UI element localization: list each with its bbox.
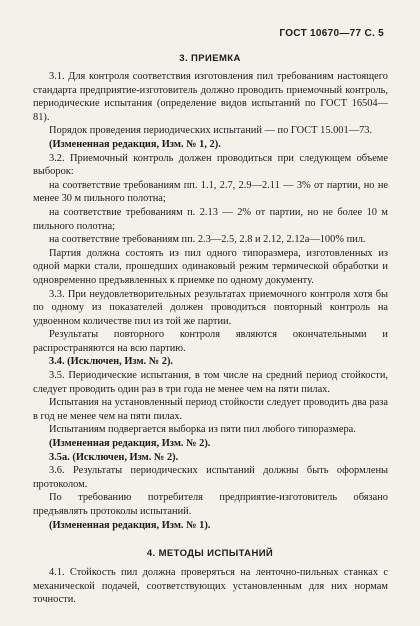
paragraph-4-1: 4.1. Стойкость пил должна проверяться на ленточно-пильных станках с механической подачей, соответствующих установленным для них нормам точности. [33, 567, 388, 606]
paragraph-3-1: 3.1. Для контроля соответствия изготовления пил требованиям настоящего стандарта предприятие-изготовитель должно проводить приемочный контроль, периодические испытания (определение видов испытаний по ГОСТ 16504—81). [33, 71, 388, 123]
paragraph-3-5a: 3.5а. (Исключен, Изм. № 2). [49, 451, 179, 463]
paragraph-3-3: 3.3. При неудовлетворительных результатах приемочного контроля хотя бы по одному из показателей должен проводиться повторный контроль на удвоенном количестве пил из той же партии. [33, 288, 388, 327]
paragraph-3-1-order: Порядок проведения периодических испытаний — по ГОСТ 15.001—73. [49, 125, 373, 137]
paragraph-3-6-protocols: По требованию потребителя предприятие-изготовитель обязано предъявлять протоколы испытаний. [33, 492, 388, 517]
paragraph-3-2: 3.2. Приемочный контроль должен проводиться при следующем объеме выборок: [33, 152, 388, 178]
paragraph-3-3-results: Результаты повторного контроля являются окончательными и распространяются на всю партию. [33, 329, 388, 354]
paragraph-3-4: 3.4. (Исключен, Изм. № 2). [49, 356, 174, 368]
list-item: на соответствие требованиям пп. 1.1, 2.7, 2.9—2.11 — 3% от партии, но не менее 30 м пильного полотна; [33, 179, 388, 205]
list-item: на соответствие требованиям п. 2.13 — 2% от партии, но не более 10 м пильного полотна; [33, 206, 388, 232]
section-4-title: 4. МЕТОДЫ ИСПЫТАНИЙ [146, 548, 274, 559]
amendment-note: (Измененная редакция, Изм. № 1, 2). [49, 138, 221, 150]
paragraph-3-5: 3.5. Периодические испытания, в том числе на средний период стойкости, следует проводить один раз в три года не менее чем на пяти пилах. [33, 370, 388, 395]
amendment-note: (Измененная редакция, Изм. № 1). [49, 519, 211, 531]
list-item: на соответствие требованиям пп. 2.3—2.5, 2.8 и 2.12, 2.12а—100% пил. [49, 234, 366, 246]
paragraph-3-6: 3.6. Результаты периодических испытаний должны быть оформлены протоколом. [33, 465, 388, 490]
paragraph-batch: Партия должна состоять из пил одного типоразмера, изготовленных из одной марки стали, прошедших одинаковый режим термической обработки и одновременно предъявленных к приемке по одному документу. [33, 247, 388, 286]
page-header: ГОСТ 10670—77 С. 5 [279, 28, 384, 39]
paragraph-3-5-sample: Испытаниям подвергается выборка из пяти пил любого типоразмера. [49, 424, 356, 436]
section-3-title: 3. ПРИЕМКА [179, 53, 241, 64]
paragraph-3-5-tests: Испытания на установленный период стойкости следует проводить два раза в год не менее чем на пяти пилах. [33, 397, 388, 422]
section-4-body [33, 566, 388, 607]
section-3-body [33, 70, 388, 532]
amendment-note: (Измененная редакция, Изм. № 2). [49, 438, 211, 450]
